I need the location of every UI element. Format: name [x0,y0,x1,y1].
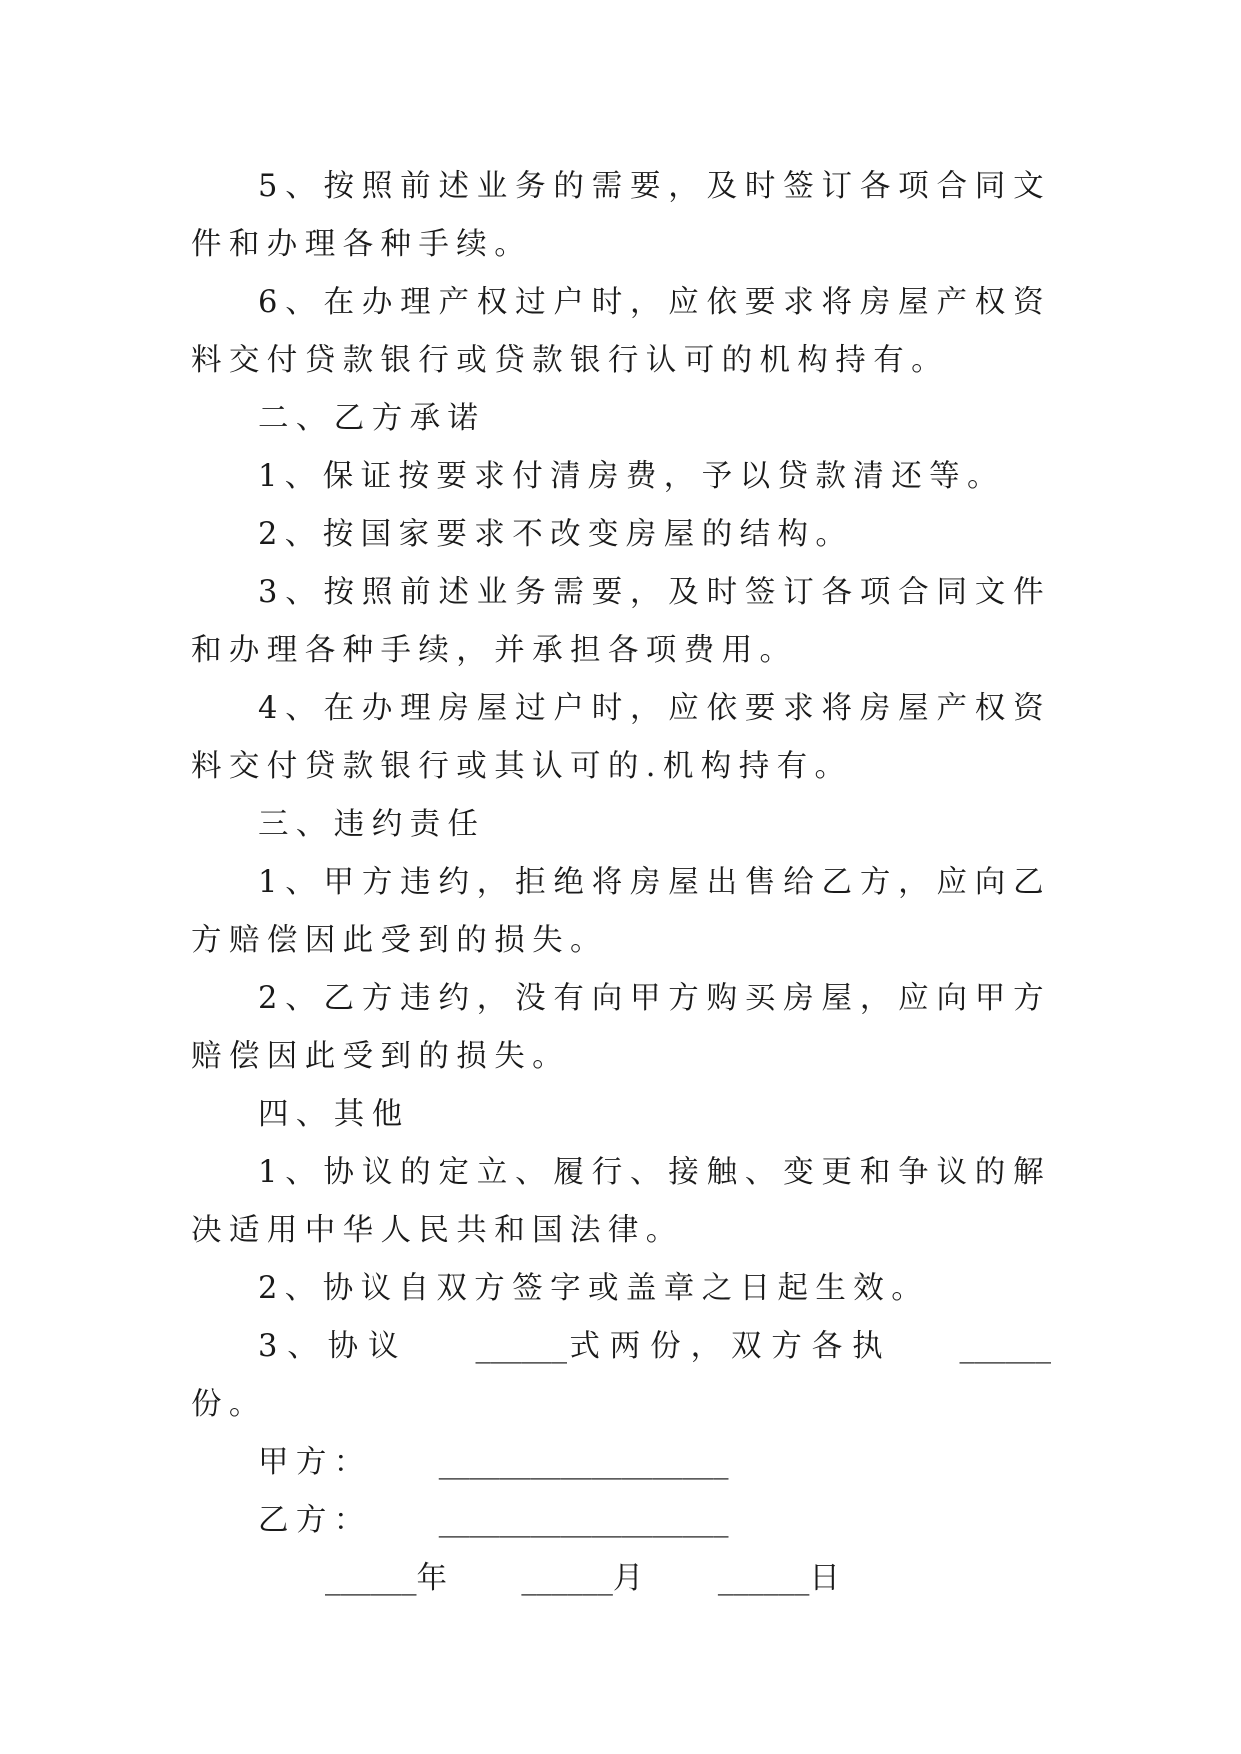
clause-b1: 1、保证按要求付清房费，予以贷款清还等。 [258,459,1005,494]
clause-a5: 5、按照前述业务的需要，及时签订各项合同文件和办理各种手续。 [191,169,1051,262]
clause-c2: 2、乙方违约，没有向甲方购买房屋，应向甲方赔偿因此受到的损失。 [191,981,1051,1074]
clause-d2: 2、协议自双方签字或盖章之日起生效。 [258,1271,930,1306]
date-year-blank: ______ [325,1561,417,1596]
party-b-label: 乙方： [258,1503,372,1538]
clause-c1: 1、甲方违约，拒绝将房屋出售给乙方，应向乙方赔偿因此受到的损失。 [191,865,1051,958]
clause-a6: 6、在办理产权过户时，应依要求将房屋产权资料交付贷款银行或贷款银行认可的机构持有。 [191,285,1051,378]
date-month-blank: ______ [521,1561,613,1596]
party-a-signature-blank: ___________________ [438,1445,729,1480]
clause-d1: 1、协议的定立、履行、接触、变更和争议的解决适用中华人民共和国法律。 [191,1155,1051,1248]
section-heading-other: 四、其他 [258,1097,410,1132]
party-b-signature-blank: ___________________ [438,1503,729,1538]
section-heading-party-b-commitments: 二、乙方承诺 [258,401,486,436]
clause-d3-copies [191,1318,1051,1434]
clause-b3: 3、按照前述业务需要，及时签订各项合同文件和办理各种手续，并承担各项费用。 [191,575,1051,668]
copies-suffix: 份。 [191,1387,267,1422]
copies-blank-each: ______ [959,1329,1051,1364]
date-day-blank: ______ [717,1561,810,1596]
copies-blank-count: ______ [475,1329,567,1364]
signature-party-b [191,1492,1051,1550]
copies-middle: 式两份，双方各执 [566,1329,893,1364]
date-year-label: 年 [416,1561,455,1596]
signing-date [191,1550,1051,1608]
section-heading-breach-liability: 三、违约责任 [258,807,486,842]
clause-b4: 4、在办理房屋过户时，应依要求将房屋产权资料交付贷款银行或其认可的.机构持有。 [191,691,1051,784]
party-a-label: 甲方： [258,1445,372,1480]
document-body [191,158,1051,1608]
clause-b2: 2、按国家要求不改变房屋的结构。 [258,517,854,552]
date-day-label: 日 [809,1561,848,1596]
copies-prefix: 3、协议 [258,1329,409,1364]
date-month-label: 月 [612,1561,651,1596]
signature-party-a [191,1434,1051,1492]
